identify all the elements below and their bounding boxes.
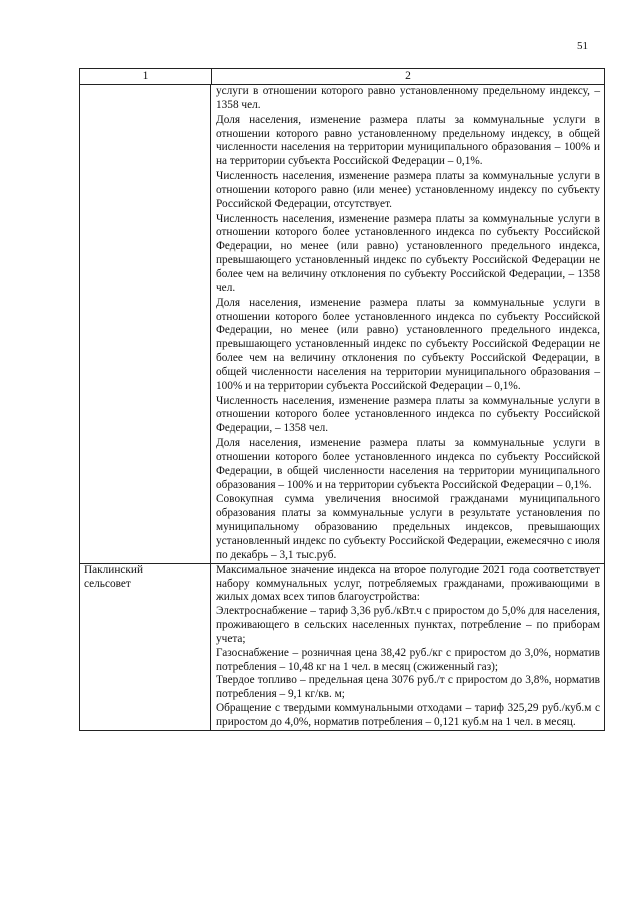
paragraph: Совокупная сумма увеличения вносимой гражданами муниципального образования платы за коммунальные услуги в результате установления по муниципальному образованию предельных индексов, превышающих установленный индекс по субъекту Российской Федерации, ежемесячно с июля по декабрь – 3,1 тыс.руб. [216,493,600,561]
table-row [80,563,604,730]
column-header-1: 1 [80,69,212,84]
document-table [79,68,605,731]
paragraph: Доля населения, изменение размера платы за коммунальные услуги в отношении которого более установленного индекса по субъекту Российской Федерации, в общей численности населения на территории муниципального образования – 100% и на территории субъекта Российской Федерации – 0,1%. [216,437,600,491]
paragraph: Численность населения, изменение размера платы за коммунальные услуги в отношении которого равно (или менее) установленному индексу по субъекту Российской Федерации, отсутствует. [216,170,600,210]
column-header-2: 2 [405,70,411,82]
paragraph: услуги в отношении которого равно установленному предельному индексу, – 1358 чел. [216,85,600,111]
paragraph: Газоснабжение – розничная цена 38,42 руб./кг с приростом до 3,0%, норматив потребления – 10,48 кг на 1 чел. в месяц (сжиженный газ); [216,646,600,673]
paragraph: Максимальное значение индекса на второе полугодие 2021 года соответствует набору коммунальных услуг, потребляемых гражданами, проживающими в жилых домах всех типов благоустройства: [216,563,600,604]
paragraph: Обращение с твердыми коммунальными отходами – тариф 325,29 руб./куб.м с приростом до 4,0%, норматив потребления – 0,121 куб.м на 1 чел. в месяц. [216,702,600,728]
description-cell [211,564,604,730]
municipality-cell: Паклинский сельсовет [80,564,211,730]
paragraph: Электроснабжение – тариф 3,36 руб./кВт.ч с приростом до 5,0% для населения, проживающего в сельских населенных пунктах, потребление – по приборам учета; [216,605,600,645]
table-row [80,85,604,563]
paragraph: Доля населения, изменение размера платы за коммунальные услуги в отношении которого равно установленному предельному индексу, в общей численности населения на территории муниципального образования – 100% и на территории субъекта Российской Федерации – 0,1%. [216,113,600,168]
municipality-cell [80,85,211,563]
description-cell [211,85,604,563]
paragraph: Твердое топливо – предельная цена 3076 руб./т с приростом до 3,8%, норматив потребления – 9,1 кг/кв. м; [216,674,600,701]
page-number: 51 [577,40,588,52]
paragraph: Численность населения, изменение размера платы за коммунальные услуги в отношении которого более установленного индекса по субъекту Российской Федерации, но менее (или равно) установленного предельного индекса, превышающего установленный индекс по субъекту Российской Федерации не более чем на величину отклонения по субъекту Российской Федерации, – 1358 чел. [216,212,600,294]
paragraph: Доля населения, изменение размера платы за коммунальные услуги в отношении которого более установленного индекса по субъекту Российской Федерации, но менее (или равно) установленного предельного индекса, превышающего установленный индекс по субъекту Российской Федерации не более чем на величину отклонения по субъекту Российской Федерации, в общей численности населения на территории муниципального образования – 100% и на территории субъекта Российской Федерации – 0,1%. [216,296,600,392]
paragraph: Численность населения, изменение размера платы за коммунальные услуги в отношении которого более установленного индекса по субъекту Российской Федерации, – 1358 чел. [216,394,600,435]
table-header-row [80,69,604,85]
